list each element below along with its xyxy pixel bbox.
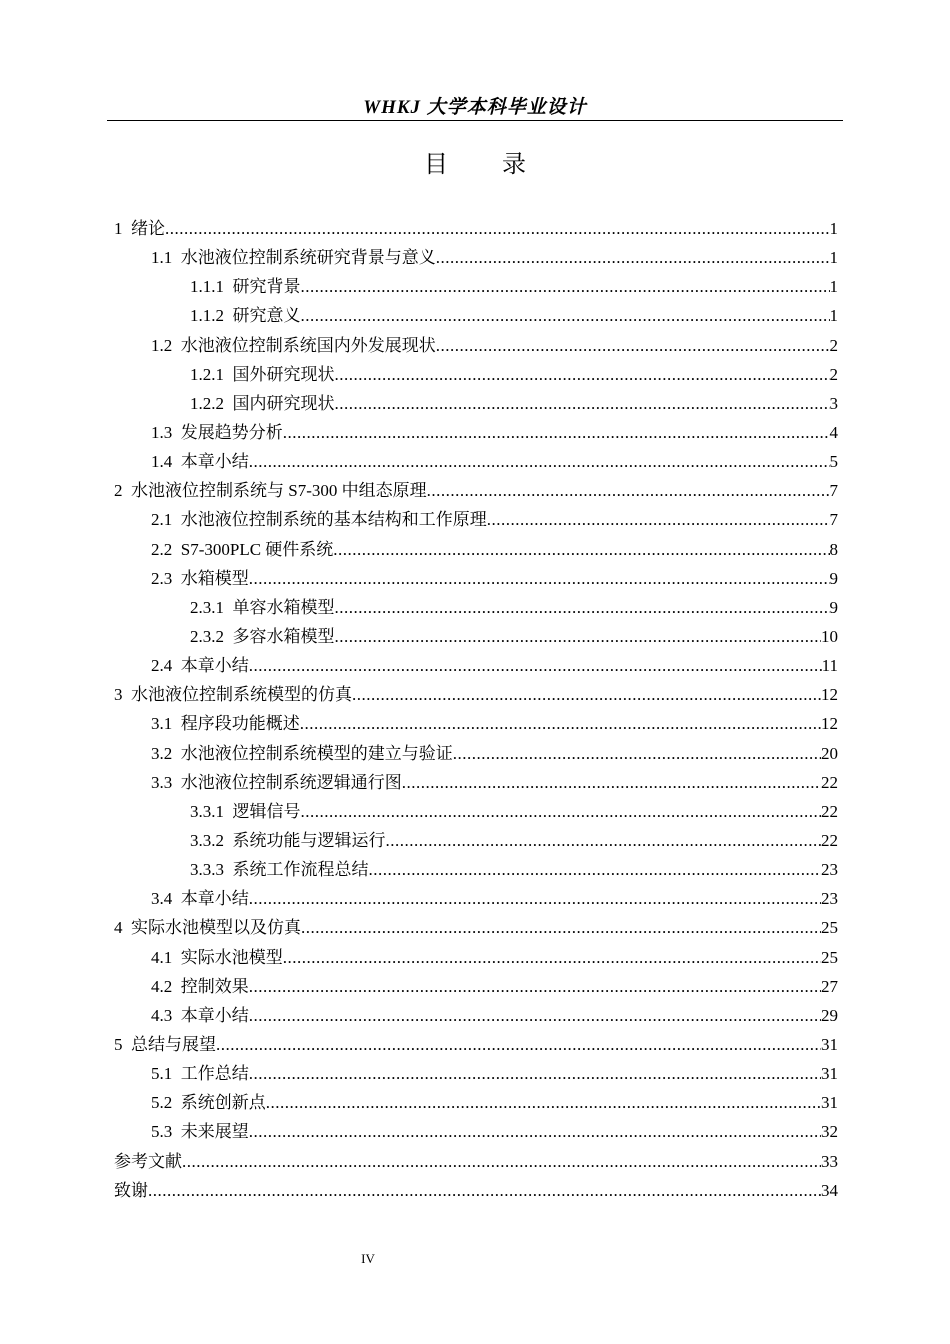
- toc-entry-number: 2.4: [151, 656, 181, 676]
- toc-dot-leader: [301, 913, 821, 942]
- toc-entry-title: S7-300PLC 硬件系统: [180, 539, 334, 559]
- toc-entry-number: 5.1: [151, 1064, 181, 1084]
- toc-entry-page: 34: [821, 1180, 838, 1200]
- toc-entry-number: 3.3.1: [190, 801, 233, 821]
- toc-entry-number: 3: [114, 685, 131, 705]
- toc-entry[interactable]: [114, 331, 838, 360]
- toc-dot-leader: [352, 680, 821, 709]
- toc-entry-title: 水箱模型: [180, 568, 249, 588]
- toc-entry[interactable]: [114, 301, 838, 330]
- toc-entry-title: 水池液位控制系统的基本结构和工作原理: [180, 510, 487, 530]
- toc-entry-number: 4.3: [151, 1005, 181, 1025]
- toc-entry-number: 1.1.2: [190, 306, 233, 326]
- toc-dot-leader: [436, 243, 830, 272]
- toc-entry-title: 水池液位控制系统逻辑通行图: [180, 772, 402, 792]
- toc-entry-number: 5.3: [151, 1122, 181, 1142]
- toc-dot-leader: [249, 972, 821, 1001]
- toc-entry-title: 研究背景: [232, 277, 301, 297]
- toc-entry[interactable]: [114, 535, 838, 564]
- toc-dot-leader: [249, 447, 830, 476]
- toc-entry-title: 控制效果: [180, 976, 249, 996]
- toc-dot-leader: [266, 1088, 821, 1117]
- toc-entry[interactable]: [114, 768, 838, 797]
- toc-entry-title: 水池液位控制系统与 S7-300 中组态原理: [131, 481, 427, 501]
- toc-entry-page: 22: [821, 801, 838, 821]
- toc-entry[interactable]: [114, 826, 838, 855]
- toc-entry-number: 1.3: [151, 422, 181, 442]
- toc-dot-leader: [335, 593, 830, 622]
- toc-entry-title: 本章小结: [180, 452, 249, 472]
- page-number: IV: [361, 1251, 375, 1266]
- toc-entry[interactable]: [114, 1176, 838, 1205]
- toc-entry[interactable]: [114, 476, 838, 505]
- toc-entry[interactable]: [114, 505, 838, 534]
- toc-dot-leader: [249, 1059, 821, 1088]
- toc-entry-page: 2: [829, 335, 838, 355]
- toc-entry-page: 31: [821, 1034, 838, 1054]
- toc-entry-page: 9: [829, 597, 838, 617]
- toc-entry-page: 25: [821, 947, 838, 967]
- toc-entry-title: 水池液位控制系统模型的建立与验证: [180, 743, 453, 763]
- toc-dot-leader: [283, 943, 821, 972]
- toc-entry-title: 国内研究现状: [232, 393, 335, 413]
- toc-entry-title: 致谢: [114, 1180, 148, 1200]
- toc-entry-page: 10: [821, 626, 838, 646]
- toc-dot-leader: [249, 884, 821, 913]
- toc-entry[interactable]: [114, 680, 838, 709]
- header-rule: [107, 120, 843, 121]
- toc-entry-title: 本章小结: [180, 889, 249, 909]
- toc-entry-page: 2: [829, 364, 838, 384]
- toc-dot-leader: [182, 1147, 821, 1176]
- document-header: WHKJ 大学本科毕业设计: [363, 97, 587, 118]
- toc-dot-leader: [249, 1001, 821, 1030]
- toc-entry-title: 实际水池模型以及仿真: [131, 918, 301, 938]
- toc-entry-title: 国外研究现状: [232, 364, 335, 384]
- toc-entry[interactable]: [114, 243, 838, 272]
- toc-entry-number: 4.1: [151, 947, 181, 967]
- toc-entry[interactable]: [114, 622, 838, 651]
- toc-entry-title: 未来展望: [180, 1122, 249, 1142]
- toc-title: 目 录: [424, 152, 550, 178]
- toc-entry-number: 2.1: [151, 510, 181, 530]
- toc-dot-leader: [301, 301, 830, 330]
- toc-dot-leader: [335, 622, 822, 651]
- toc-dot-leader: [402, 768, 821, 797]
- toc-entry-page: 23: [821, 889, 838, 909]
- toc-dot-leader: [436, 331, 830, 360]
- toc-entry[interactable]: [114, 1117, 838, 1146]
- toc-entry-title: 水池液位控制系统国内外发展现状: [180, 335, 436, 355]
- toc-entry-number: 2.3.2: [190, 626, 233, 646]
- toc-entry[interactable]: [114, 272, 838, 301]
- toc-entry-page: 3: [829, 393, 838, 413]
- toc-entry-page: 1: [829, 306, 838, 326]
- toc-dot-leader: [283, 418, 830, 447]
- toc-entry[interactable]: [114, 360, 838, 389]
- toc-entry[interactable]: [114, 709, 838, 738]
- toc-entry[interactable]: [114, 943, 838, 972]
- toc-entry[interactable]: [114, 389, 838, 418]
- toc-dot-leader: [301, 272, 830, 301]
- toc-entry-page: 33: [821, 1151, 838, 1171]
- toc-entry[interactable]: [114, 1030, 838, 1059]
- toc-entry-page: 29: [821, 1005, 838, 1025]
- toc-entry[interactable]: [114, 913, 838, 942]
- toc-entry-title: 系统创新点: [180, 1093, 266, 1113]
- toc-entry-page: 25: [821, 918, 838, 938]
- toc-entry-number: 5: [114, 1034, 131, 1054]
- toc-entry[interactable]: [114, 884, 838, 913]
- toc-dot-leader: [301, 797, 822, 826]
- toc-entry-title: 绪论: [131, 219, 165, 238]
- toc-entry-title: 发展趋势分析: [180, 422, 283, 442]
- toc-dot-leader: [249, 651, 822, 680]
- toc-entry-number: 3.2: [151, 743, 181, 763]
- toc-entry-title: 系统功能与逻辑运行: [232, 830, 386, 850]
- toc-entry-page: 31: [821, 1093, 838, 1113]
- toc-entry-title: 程序段功能概述: [180, 714, 300, 734]
- toc-entry[interactable]: [114, 564, 838, 593]
- toc-entry-number: 3.1: [151, 714, 181, 734]
- toc-entry-title: 多容水箱模型: [232, 626, 335, 646]
- toc-entry-title: 逻辑信号: [232, 801, 301, 821]
- toc-entry-page: 12: [821, 685, 838, 705]
- toc-entry-page: 8: [829, 539, 838, 559]
- toc-entry-page: 9: [829, 568, 838, 588]
- toc-entry[interactable]: [114, 855, 838, 884]
- toc-dot-leader: [335, 360, 830, 389]
- toc-entry-number: 4: [114, 918, 131, 938]
- toc-entry-number: 1.4: [151, 452, 181, 472]
- toc-entry-page: 32: [821, 1122, 838, 1142]
- toc-entry-title: 系统工作流程总结: [232, 860, 369, 880]
- toc-entry-page: 1: [829, 248, 838, 268]
- toc-dot-leader: [148, 1176, 821, 1205]
- toc-entry-title: 参考文献: [114, 1151, 182, 1171]
- toc-entry-number: 3.3.3: [190, 860, 233, 880]
- toc-entry-number: 2.2: [151, 539, 181, 559]
- toc-entry[interactable]: [114, 1147, 838, 1176]
- toc-dot-leader: [369, 855, 822, 884]
- toc-dot-leader: [386, 826, 822, 855]
- toc-entry-number: 3.4: [151, 889, 181, 909]
- toc-entry-page: 7: [829, 481, 838, 501]
- toc-entry-page: 1: [829, 277, 838, 297]
- toc-entry-page: 20: [821, 743, 838, 763]
- toc-entry-title: 总结与展望: [131, 1034, 216, 1054]
- toc-entry-page: 12: [821, 714, 838, 734]
- toc-entry-page: 23: [821, 860, 838, 880]
- toc-entry-title: 实际水池模型: [180, 947, 283, 967]
- toc-entry-number: 3.3.2: [190, 830, 233, 850]
- toc-dot-leader: [249, 1117, 821, 1146]
- toc-entry-number: 1.2.2: [190, 393, 233, 413]
- toc-entry-title: 水池液位控制系统模型的仿真: [131, 685, 352, 705]
- toc-entry-number: 2.3.1: [190, 597, 233, 617]
- toc-entry[interactable]: [114, 1059, 838, 1088]
- toc-dot-leader: [249, 564, 830, 593]
- toc-entry[interactable]: [114, 1001, 838, 1030]
- toc-entry[interactable]: [114, 593, 838, 622]
- toc-entry-page: 4: [829, 422, 838, 442]
- toc-dot-leader: [300, 709, 821, 738]
- toc-entry-number: 1.2: [151, 335, 181, 355]
- toc-entry-title: 水池液位控制系统研究背景与意义: [180, 248, 436, 268]
- toc-entry-title: 本章小结: [180, 656, 249, 676]
- toc-dot-leader: [487, 505, 830, 534]
- toc-entry[interactable]: [114, 1088, 838, 1117]
- toc-entry-number: 4.2: [151, 976, 181, 996]
- toc-entry[interactable]: [114, 447, 838, 476]
- toc-entry[interactable]: [114, 214, 838, 243]
- toc-entry-page: 22: [821, 772, 838, 792]
- toc-dot-leader: [216, 1030, 821, 1059]
- toc-entry-page: 11: [821, 656, 838, 676]
- toc-entry-number: 5.2: [151, 1093, 181, 1113]
- toc-dot-leader: [453, 739, 821, 768]
- toc-entry-page: 1: [829, 219, 838, 238]
- toc-entry-number: 1.1: [151, 248, 181, 268]
- toc-entry-number: 3.3: [151, 772, 181, 792]
- toc-dot-leader: [427, 476, 830, 505]
- toc-entry-page: 22: [821, 830, 838, 850]
- toc-entry[interactable]: [114, 651, 838, 680]
- toc-entry[interactable]: [114, 797, 838, 826]
- toc-entry[interactable]: [114, 418, 838, 447]
- toc-entry-number: 2.3: [151, 568, 181, 588]
- table-of-contents: [114, 214, 838, 1205]
- toc-dot-leader: [335, 389, 830, 418]
- toc-entry-number: 2: [114, 481, 131, 501]
- toc-entry-page: 5: [829, 452, 838, 472]
- toc-entry-title: 研究意义: [232, 306, 301, 326]
- toc-dot-leader: [333, 535, 829, 564]
- toc-entry-number: 1.1.1: [190, 277, 233, 297]
- toc-entry-page: 27: [821, 976, 838, 996]
- toc-entry[interactable]: [114, 739, 838, 768]
- toc-entry-number: 1.2.1: [190, 364, 233, 384]
- toc-entry-title: 本章小结: [180, 1005, 249, 1025]
- toc-dot-leader: [165, 214, 830, 243]
- toc-entry-title: 工作总结: [180, 1064, 249, 1084]
- toc-entry-page: 7: [829, 510, 838, 530]
- toc-entry-title: 单容水箱模型: [232, 597, 335, 617]
- toc-entry-number: 1: [114, 219, 131, 238]
- toc-entry[interactable]: [114, 972, 838, 1001]
- toc-entry-page: 31: [821, 1064, 838, 1084]
